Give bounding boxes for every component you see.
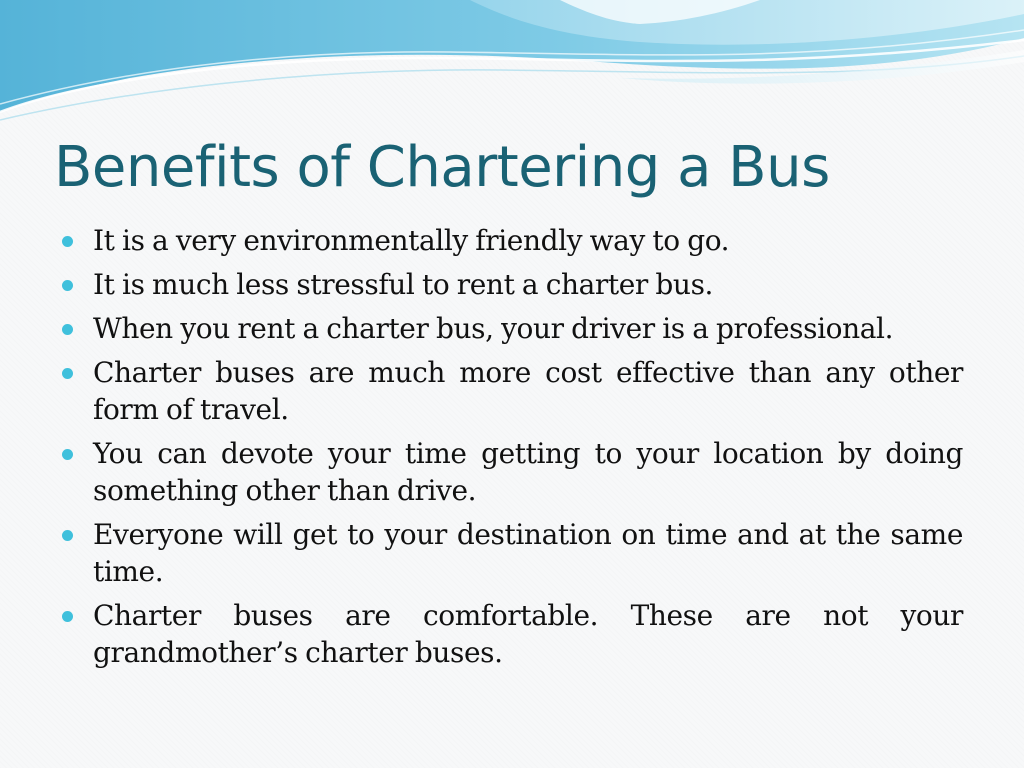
bullet-item bbox=[60, 516, 963, 590]
slide-title: Benefits of Chartering a Bus bbox=[54, 135, 830, 200]
bullet-text: It is much less stressful to rent a charter bus. bbox=[93, 268, 714, 301]
bullet-list bbox=[60, 222, 963, 678]
bullet-text: Charter buses are much more cost effective than any other form of travel. bbox=[93, 356, 963, 426]
bullet-item bbox=[60, 354, 963, 428]
bullet-text: When you rent a charter bus, your driver is a professional. bbox=[93, 312, 894, 345]
bullet-text: Charter buses are comfortable. These are not your grandmother’s charter buses. bbox=[93, 599, 963, 669]
bullet-text: You can devote your time getting to your location by doing something other than drive. bbox=[93, 437, 963, 507]
bullet-dot-icon bbox=[62, 611, 73, 622]
bullet-item bbox=[60, 310, 963, 347]
bullet-item bbox=[60, 266, 963, 303]
bullet-item bbox=[60, 435, 963, 509]
decorative-wave-header bbox=[0, 0, 1024, 130]
bullet-item bbox=[60, 222, 963, 259]
bullet-dot-icon bbox=[62, 530, 73, 541]
bullet-text: It is a very environmentally friendly way to go. bbox=[93, 224, 730, 257]
bullet-dot-icon bbox=[62, 449, 73, 460]
bullet-dot-icon bbox=[62, 236, 73, 247]
bullet-dot-icon bbox=[62, 324, 73, 335]
bullet-dot-icon bbox=[62, 280, 73, 291]
bullet-item bbox=[60, 597, 963, 671]
bullet-text: Everyone will get to your destination on time and at the same time. bbox=[93, 518, 963, 588]
bullet-dot-icon bbox=[62, 368, 73, 379]
